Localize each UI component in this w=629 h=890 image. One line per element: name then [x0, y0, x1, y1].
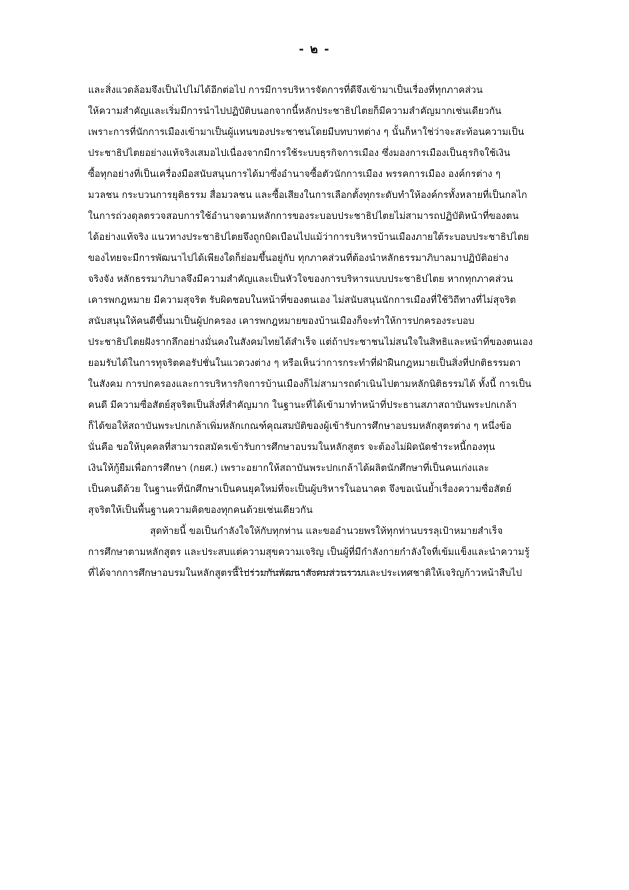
text-line: ซื้อทุกอย่างที่เป็นเครื่องมือสนับสนุนการได้มาซึ่งอำนาจซื้อตัวนักการเมือง พรรคการเมือง องค์กรต่าง ๆ [88, 169, 501, 180]
text-line: ในสังคม การปกครองและการบริหารกิจการบ้านเมืองก็ไม่สามารถดำเนินไปตามหลักนิติธรรมได้ ทั้งนี้ การเป็น [88, 379, 532, 390]
text-line: เงินให้กู้ยืมเพื่อการศึกษา (กยศ.) เพราะอยากให้สถาบันพระปกเกล้าได้ผลิตนักศึกษาที่เป็นคนเก่งและ [88, 463, 490, 474]
text-line: เคารพกฎหมาย มีความสุจริต รับผิดชอบในหน้าที่ของตนเอง ไม่สนับสนุนนักการเมืองที่ใช้วิถีทางที่ไม่สุจริต [88, 295, 516, 306]
end-separator-line [235, 571, 365, 572]
text-line: ในการถ่วงดุลตรวจสอบการใช้อำนาจตามหลักการของระบอบประชาธิปไตยไม่สามารถปฏิบัติหน้าที่ของตน [88, 211, 519, 222]
text-line: เป็นคนดีด้วย ในฐานะที่นักศึกษาเป็นคนยุคใหม่ที่จะเป็นผู้บริหารในอนาคต จึงขอเน้นย้ำเรื่องความซื่อสัตย์ [88, 484, 512, 495]
text-line: ก็ได้ขอให้สถาบันพระปกเกล้าเพิ่มหลักเกณฑ์คุณสมบัติของผู้เข้ารับการศึกษาอบรมหลักสูตรต่าง ๆ หนึ่งข้อ [88, 421, 512, 432]
paragraph-closing [88, 521, 540, 584]
paragraph-main [88, 80, 540, 521]
text-line: สุดท้ายนี้ ขอเป็นกำลังใจให้กับทุกท่าน และขออำนวยพรให้ทุกท่านบรรลุเป้าหมายสำเร็จ [150, 526, 503, 537]
text-line: ประชาธิปไตยฝังรากลึกอย่างมั่นคงในสังคมไทยได้สำเร็จ แต่ถ้าประชาชนไม่สนใจในสิทธิและหน้าที่ของตนเอง [88, 337, 533, 348]
text-line: นั่นคือ ขอให้บุคคลที่สามารถสมัครเข้ารับการศึกษาอบรมในหลักสูตร จะต้องไม่ผิดนัดชำระหนี้กองทุน [88, 442, 496, 453]
text-line: และสิ่งแวดล้อมจึงเป็นไปไม่ได้อีกต่อไป การมีการบริหารจัดการที่ดีจึงเข้ามาเป็นเรื่องที่ทุกภาคส่วน [88, 85, 483, 96]
text-line: ได้อย่างแท้จริง แนวทางประชาธิปไตยจึงถูกบิดเบือนไปแม้ว่าการบริหารบ้านเมืองภายใต้ระบอบประชาธิปไตย [88, 232, 530, 243]
page-number: - ๒ - [298, 42, 331, 56]
text-line: ให้ความสำคัญและเริ่มมีการนำไปปฏิบัติบนอกจากนี้หลักประชาธิปไตยก็มีความสำคัญมากเช่นเดียวกัน [88, 106, 502, 117]
text-line: ยอมรับได้ในการทุจริตคอรัปชั่นในแวดวงต่าง ๆ หรือเห็นว่าการกระทำที่ฝ่าฝืนกฎหมายเป็นสิ่งที่ปกติธรรมดา [88, 358, 521, 369]
text-line: ของไทยจะมีการพัฒนาไปได้เพียงใดก็ย่อมขึ้นอยู่กับ ทุกภาคส่วนที่ต้องนำหลักธรรมาภิบาลมาปฏิบัติอย่าง [88, 253, 509, 264]
text-line: จริงจัง หลักธรรมาภิบาลจึงมีความสำคัญและเป็นหัวใจของการบริหารแบบประชาธิปไตย หากทุกภาคส่วน [88, 274, 513, 285]
document-body [88, 80, 540, 584]
text-line: ที่ได้จากการศึกษาอบรมในหลักสูตรนี้ไปร่วมกันพัฒนาสังคมส่วนรวมและประเทศชาติให้เจริญก้าวหน้าสืบไป [88, 568, 522, 579]
text-line: มวลชน กระบวนการยุติธรรม สื่อมวลชน และซื้อเสียงในการเลือกตั้งทุกระดับทำให้องค์กรทั้งหลายที่เป็นกลไก [88, 190, 528, 201]
text-line: การศึกษาตามหลักสูตร และประสบแต่ความสุขความเจริญ เป็นผู้ที่มีกำลังกายกำลังใจที่เข้มแข็งและนำความรู้ [88, 547, 530, 558]
text-line: สุจริตให้เป็นพื้นฐานความคิดของทุกคนด้วยเช่นเดียวกัน [88, 505, 313, 516]
text-line: คนดี มีความซื่อสัตย์สุจริตเป็นสิ่งที่สำคัญมาก ในฐานะที่ได้เข้ามาทำหน้าที่ประธานสภาสถาบันพระปกเกล้า [88, 400, 517, 411]
text-line: ประชาธิปไตยอย่างแท้จริงเสมอไปเนื่องจากมีการใช้ระบบธุรกิจการเมือง ซึ่งมองการเมืองเป็นธุรกิจใช้เงิน [88, 148, 511, 159]
text-line: เพราะการที่นักการเมืองเข้ามาเป็นผู้แทนของประชาชนโดยมีบทบาทต่าง ๆ นั้นก็หาใช่ว่าจะสะท้อนความเป็น [88, 127, 525, 138]
text-line: สนับสนุนให้คนดีขึ้นมาเป็นผู้ปกครอง เคารพกฎหมายของบ้านเมืองก็จะทำให้การปกครองระบอบ [88, 316, 475, 327]
